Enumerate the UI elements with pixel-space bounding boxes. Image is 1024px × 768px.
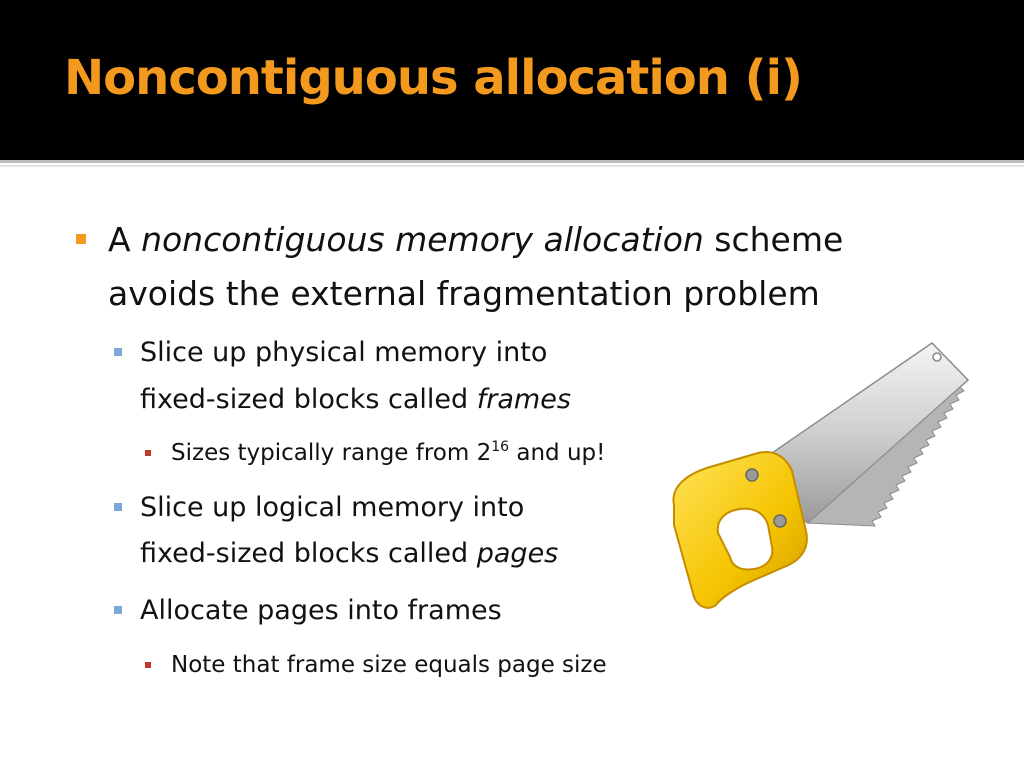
note-text: and up!: [509, 440, 606, 466]
hand-saw-icon: [660, 335, 980, 615]
title-bar: [0, 0, 1024, 160]
bullet-item: [108, 212, 843, 267]
sub-bullet-marker: [114, 348, 122, 356]
bullet-item-line2: avoids the external fragmentation problem: [108, 274, 820, 313]
sub-bullet-emphasis: pages: [476, 538, 559, 569]
sub-bullet-item-line2: [140, 377, 571, 423]
sub-bullet-item: Allocate pages into frames: [140, 595, 502, 626]
note-text: Sizes typically range from 2: [171, 440, 492, 466]
sub-bullet-text: fixed-sized blocks called: [140, 538, 477, 569]
divider-line-light: [0, 165, 1024, 167]
sub-sub-bullet-item: [171, 438, 605, 468]
saw-handle: [673, 452, 806, 608]
sub-sub-bullet-item: Note that frame size equals page size: [171, 652, 607, 678]
bullet-marker: [76, 234, 86, 244]
sub-bullet-item: Slice up logical memory into: [140, 492, 525, 523]
sub-bullet-emphasis: frames: [476, 384, 571, 415]
sub-sub-bullet-marker: [145, 450, 151, 456]
divider-line: [0, 160, 1024, 163]
sub-bullet-item: Slice up physical memory into: [140, 337, 548, 368]
sub-bullet-marker: [114, 606, 122, 614]
sub-sub-bullet-marker: [145, 662, 151, 668]
sub-bullet-marker: [114, 503, 122, 511]
bullet-text: A: [108, 220, 142, 259]
sub-bullet-text: fixed-sized blocks called: [140, 384, 477, 415]
slide-title: Noncontiguous allocation (i): [64, 50, 802, 106]
note-superscript: 16: [491, 439, 510, 455]
bullet-text: scheme: [703, 220, 844, 259]
sub-bullet-item-line2: [140, 531, 558, 577]
bullet-emphasis: noncontiguous memory allocation: [141, 220, 704, 259]
